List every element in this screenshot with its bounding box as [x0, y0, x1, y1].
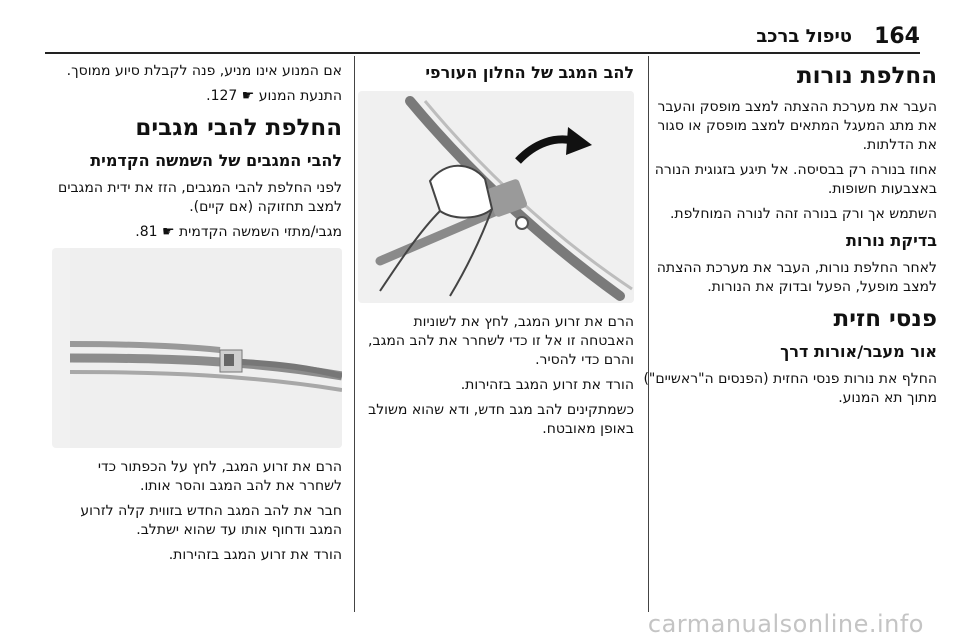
paragraph: כשמתקינים להב מגב חדש, ודא שהוא משולב באופן מאובטח.	[368, 402, 634, 437]
column-right	[637, 62, 937, 414]
paragraph: חבר את להב המגב החדש בזווית קלה לזרוע המגב ודחוף אותו עד שהוא ישתלב.	[80, 503, 342, 538]
paragraph: העבר את מערכת ההצתה למצב מופסק והעבר את מתג המעגל המתאים למצב מופסק או סגור את הדלתות.	[657, 99, 937, 153]
column-divider-left	[354, 56, 355, 612]
column-middle	[358, 62, 634, 445]
front-wiper-drawing	[70, 248, 342, 448]
page-number: 164	[874, 24, 920, 49]
section-heading-wiper-replacement: החלפת להבי מגבים	[135, 115, 342, 141]
paragraph: הרם את זרוע המגב, לחץ את לשוניות האבטחה זו אל זו כדי לשחרר את להב המגב, והרם כדי להסיר.	[368, 314, 634, 368]
rear-wiper-drawing	[370, 91, 634, 303]
chapter-title: טיפול ברכב	[756, 26, 852, 47]
subheading-bulb-check: בדיקת נורות	[846, 231, 937, 250]
front-wiper-illustration	[52, 248, 342, 448]
paragraph: אם המנוע אינו מניע, פנה לקבלת סיוע ממוסך.	[66, 63, 342, 79]
page-reference-icon: ☛	[161, 224, 175, 240]
header-divider	[45, 52, 920, 54]
paragraph: החלף את נורות פנסי החזית (הפנסים ה"ראשיים") מתוך תא המנוע.	[643, 371, 937, 406]
reference-page: 81	[139, 224, 158, 240]
page-reference-icon: ☛	[241, 88, 255, 104]
subheading-front-wipers: להבי המגבים של השמשה הקדמית	[90, 151, 342, 170]
paragraph: הורד את זרוע המגב בזהירות.	[168, 547, 342, 563]
column-left	[52, 62, 342, 571]
rear-wiper-illustration	[358, 91, 634, 303]
reference-page: 127	[210, 88, 238, 104]
paragraph: השתמש אך ורק בנורה זהה לנורה המוחלפת.	[669, 206, 937, 222]
subheading-low-high-beam: אור מעבר/אורות דרך	[780, 342, 937, 361]
reference-line: מגבי/מתזי השמשה הקדמית ☛ 81.	[135, 224, 342, 240]
reference-text: התנעת המנוע	[254, 88, 342, 104]
section-heading-headlights: פנסי חזית	[833, 306, 937, 332]
paragraph: אחוז בנורה רק בבסיסה. אל תיגע בזגוגית הנורה באצבעות חשופות.	[654, 162, 937, 197]
reference-line: התנעת המנוע ☛ 127.	[206, 88, 342, 104]
paragraph: לפני החלפת להבי המגבים, הזז את ידית המגבים למצב תחזוקה (אם קיים).	[58, 180, 342, 215]
paragraph: לאחר החלפת נורות, העבר את מערכת ההצתה למצב מופעל, הפעל ובדוק את הנורות.	[656, 260, 937, 295]
section-heading-bulb-replacement: החלפת נורות	[796, 63, 937, 89]
paragraph: הרם את זרוע המגב, לחץ על הכפתור כדי לשחרר את להב המגב והסר אותו.	[97, 459, 342, 494]
section-heading-rear-wiper: להב המגב של החלון העורפי	[425, 63, 634, 82]
paragraph: הורד את זרוע המגב בזהירות.	[460, 377, 634, 393]
reference-text: מגבי/מתזי השמשה הקדמית	[174, 224, 342, 240]
page-header	[0, 0, 960, 50]
watermark: carmanualsonline.info	[647, 610, 924, 638]
